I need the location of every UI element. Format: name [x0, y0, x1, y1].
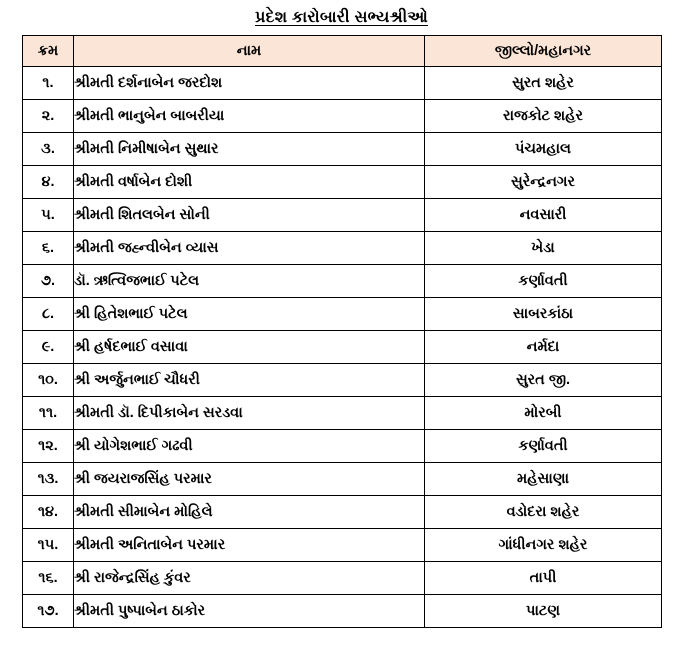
cell-name: શ્રી યોગેશભાઈ ગઢવી: [74, 429, 425, 462]
cell-district: સુરત જી.: [425, 363, 662, 396]
table-row: [23, 495, 662, 528]
cell-name: શ્રી અર્જુનભાઈ ચૌધરી: [74, 363, 425, 396]
cell-name: શ્રીમતી જહ્ન્વીબેન વ્યાસ: [74, 231, 425, 264]
cell-district: તાપી: [425, 561, 662, 594]
cell-name: શ્રી જયરાજસિંહ પરમાર: [74, 462, 425, 495]
cell-serial: ૧.: [23, 66, 74, 99]
table-row: [23, 330, 662, 363]
cell-district: મહેસાણા: [425, 462, 662, 495]
cell-name: શ્રીમતી પુષ્પાબેન ઠાકોર: [74, 594, 425, 627]
table-row: [23, 231, 662, 264]
column-header-district: જીલ્લો/મહાનગર: [425, 35, 662, 66]
table-row: [23, 132, 662, 165]
table-row: [23, 429, 662, 462]
table-row: [23, 363, 662, 396]
cell-serial: ૬.: [23, 231, 74, 264]
cell-serial: ૮.: [23, 297, 74, 330]
table-row: [23, 264, 662, 297]
cell-district: મોરબી: [425, 396, 662, 429]
cell-name: શ્રીમતી શિતલબેન સોની: [74, 198, 425, 231]
table-container: [0, 35, 683, 628]
cell-name: શ્રીમતી ડૉ. દિપીકાબેન સરડવા: [74, 396, 425, 429]
table-row: [23, 66, 662, 99]
cell-name: શ્રીમતી નિમીષાબેન સુથાર: [74, 132, 425, 165]
cell-district: સુરેન્દ્રનગર: [425, 165, 662, 198]
cell-name: શ્રી હિતેશભાઈ પટેલ: [74, 297, 425, 330]
cell-district: કર્ણાવતી: [425, 264, 662, 297]
cell-district: નવસારી: [425, 198, 662, 231]
cell-serial: ૩.: [23, 132, 74, 165]
cell-name: શ્રીમતી સીમાબેન મોહિલે: [74, 495, 425, 528]
cell-serial: ૧૦.: [23, 363, 74, 396]
page-title: પ્રદેશ કારોબારી સભ્યશ્રીઓ: [255, 9, 428, 26]
cell-name: શ્રી હર્ષદભાઈ વસાવા: [74, 330, 425, 363]
table-row: [23, 99, 662, 132]
table-header-row: [23, 35, 662, 66]
members-table: [22, 35, 662, 628]
table-row: [23, 198, 662, 231]
cell-district: નર્મદા: [425, 330, 662, 363]
cell-serial: ૨.: [23, 99, 74, 132]
cell-district: સાબરકાંઠા: [425, 297, 662, 330]
table-row: [23, 594, 662, 627]
table-row: [23, 297, 662, 330]
table-row: [23, 396, 662, 429]
cell-name: શ્રીમતી દર્શનાબેન જરદોશ: [74, 66, 425, 99]
cell-name: ડૉ. ઋત્વિજભાઈ પટેલ: [74, 264, 425, 297]
cell-serial: ૫.: [23, 198, 74, 231]
cell-district: પાટણ: [425, 594, 662, 627]
cell-district: પંચમહાલ: [425, 132, 662, 165]
cell-district: રાજકોટ શહેર: [425, 99, 662, 132]
cell-name: શ્રીમતી અનિતાબેન પરમાર: [74, 528, 425, 561]
cell-serial: ૧૧.: [23, 396, 74, 429]
cell-serial: ૯.: [23, 330, 74, 363]
table-body: [23, 66, 662, 627]
column-header-name: નામ: [74, 35, 425, 66]
table-row: [23, 528, 662, 561]
cell-serial: ૧૪.: [23, 495, 74, 528]
cell-serial: ૭.: [23, 264, 74, 297]
table-row: [23, 462, 662, 495]
cell-district: ખેડા: [425, 231, 662, 264]
cell-serial: ૧૬.: [23, 561, 74, 594]
cell-district: ગાંધીનગર શહેર: [425, 528, 662, 561]
cell-serial: ૧૭.: [23, 594, 74, 627]
cell-name: શ્રીમતી ભાનુબેન બાબરીયા: [74, 99, 425, 132]
column-header-serial: ક્રમ: [23, 35, 74, 66]
cell-serial: ૧૫.: [23, 528, 74, 561]
cell-name: શ્રી રાજેન્દ્રસિંહ કુંવર: [74, 561, 425, 594]
cell-district: કર્ણાવતી: [425, 429, 662, 462]
cell-serial: ૧૨.: [23, 429, 74, 462]
cell-district: સુરત શહેર: [425, 66, 662, 99]
cell-serial: ૪.: [23, 165, 74, 198]
table-row: [23, 561, 662, 594]
table-row: [23, 165, 662, 198]
cell-name: શ્રીમતી વર્ષાબેન દોશી: [74, 165, 425, 198]
cell-district: વડોદરા શહેર: [425, 495, 662, 528]
cell-serial: ૧૩.: [23, 462, 74, 495]
table-header: [23, 35, 662, 66]
